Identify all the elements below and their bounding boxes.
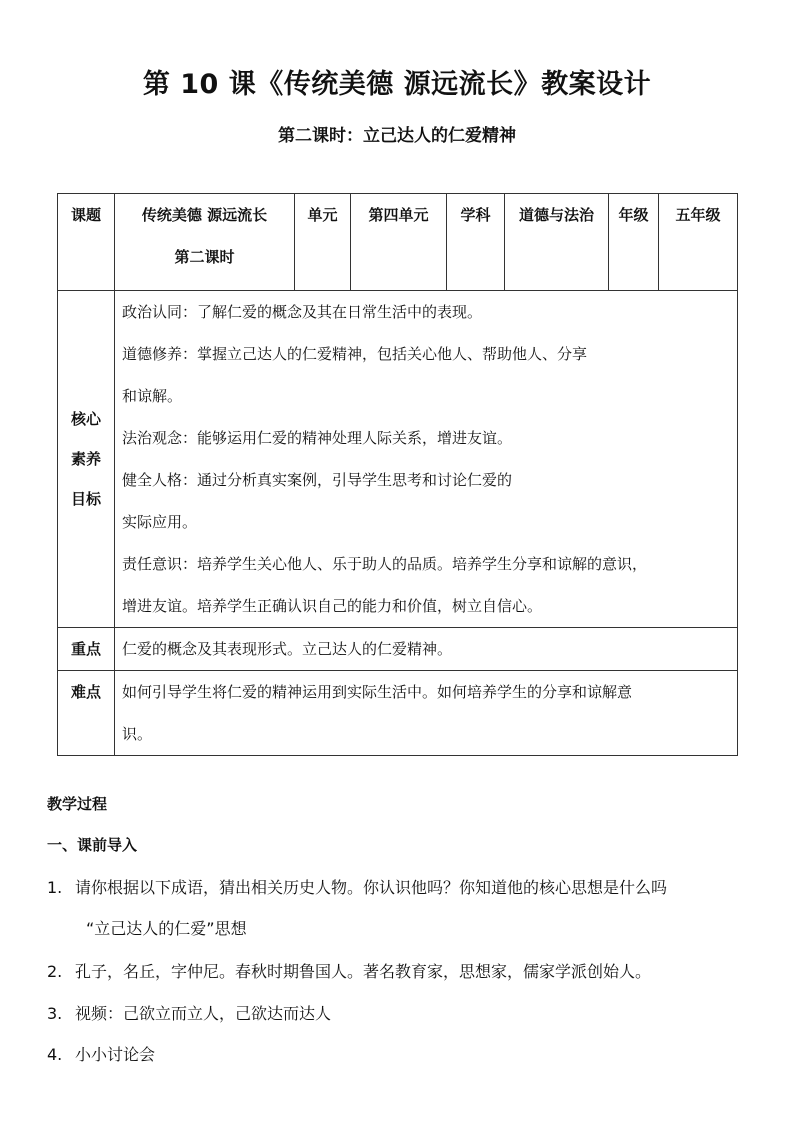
- grade-value: 五年级: [659, 194, 738, 291]
- difficulty-label: 难点: [58, 671, 115, 756]
- list-item-continuation: “立己达人的仁爱”思想: [86, 919, 247, 938]
- teaching-process-heading: 教学过程: [47, 795, 108, 813]
- core-goal-line: 政治认同：了解仁爱的概念及其在日常生活中的表现。: [122, 303, 483, 321]
- core-goal-line: 和谅解。: [122, 387, 183, 405]
- grade-label: 年级: [609, 194, 659, 291]
- page-subtitle: 第二课时：立己达人的仁爱精神: [278, 126, 516, 146]
- difficulty-row: [58, 671, 738, 756]
- topic-line-2: 第二课时: [174, 248, 235, 266]
- lesson-info-table: [57, 193, 738, 756]
- list-item: 4. 小小讨论会: [47, 1045, 156, 1064]
- core-goal-line: 道德修养：掌握立己达人的仁爱精神，包括关心他人、帮助他人、分享: [122, 345, 588, 363]
- unit-value: 第四单元: [351, 194, 447, 291]
- topic-label: 课题: [58, 194, 115, 291]
- unit-label: 单元: [295, 194, 351, 291]
- core-goals-label: 核心 素养 目标: [58, 291, 115, 628]
- key-point-row: [58, 628, 738, 671]
- core-goal-line: 法治观念：能够运用仁爱的精神处理人际关系，增进友谊。: [122, 429, 513, 447]
- difficulty-content: 如何引导学生将仁爱的精神运用到实际生活中。如何培养学生的分享和谅解意 识。: [115, 671, 738, 756]
- key-point-content: 仁爱的概念及其表现形式。立己达人的仁爱精神。: [115, 628, 738, 671]
- list-item: 3. 视频：己欲立而立人，己欲达而达人: [47, 1004, 332, 1023]
- subject-value: 道德与法治: [505, 194, 609, 291]
- page-title: 第 10 课《传统美德 源远流长》教案设计: [142, 69, 652, 100]
- core-goal-line: 健全人格：通过分析真实案例，引导学生思考和讨论仁爱的: [122, 471, 513, 489]
- core-goals-content: [115, 291, 738, 628]
- section-intro-heading: 一、课前导入: [47, 836, 138, 854]
- topic-line-1: 传统美德 源远流长: [141, 206, 268, 224]
- list-item: 1. 请你根据以下成语，猜出相关历史人物。你认识他吗？你知道他的核心思想是什么吗: [47, 878, 668, 897]
- core-goal-line: 增进友谊。培养学生正确认识自己的能力和价值，树立自信心。: [122, 597, 543, 615]
- core-goal-line: 责任意识：培养学生关心他人、乐于助人的品质。培养学生分享和谅解的意识，: [122, 555, 648, 573]
- topic-value: [115, 194, 295, 291]
- core-goals-row: [58, 291, 738, 628]
- subject-label: 学科: [447, 194, 505, 291]
- header-row: [58, 194, 738, 291]
- core-goal-line: 实际应用。: [122, 513, 198, 531]
- list-item: 2. 孔子，名丘，字仲尼。春秋时期鲁国人。著名教育家，思想家，儒家学派创始人。: [47, 962, 652, 981]
- key-point-label: 重点: [58, 628, 115, 671]
